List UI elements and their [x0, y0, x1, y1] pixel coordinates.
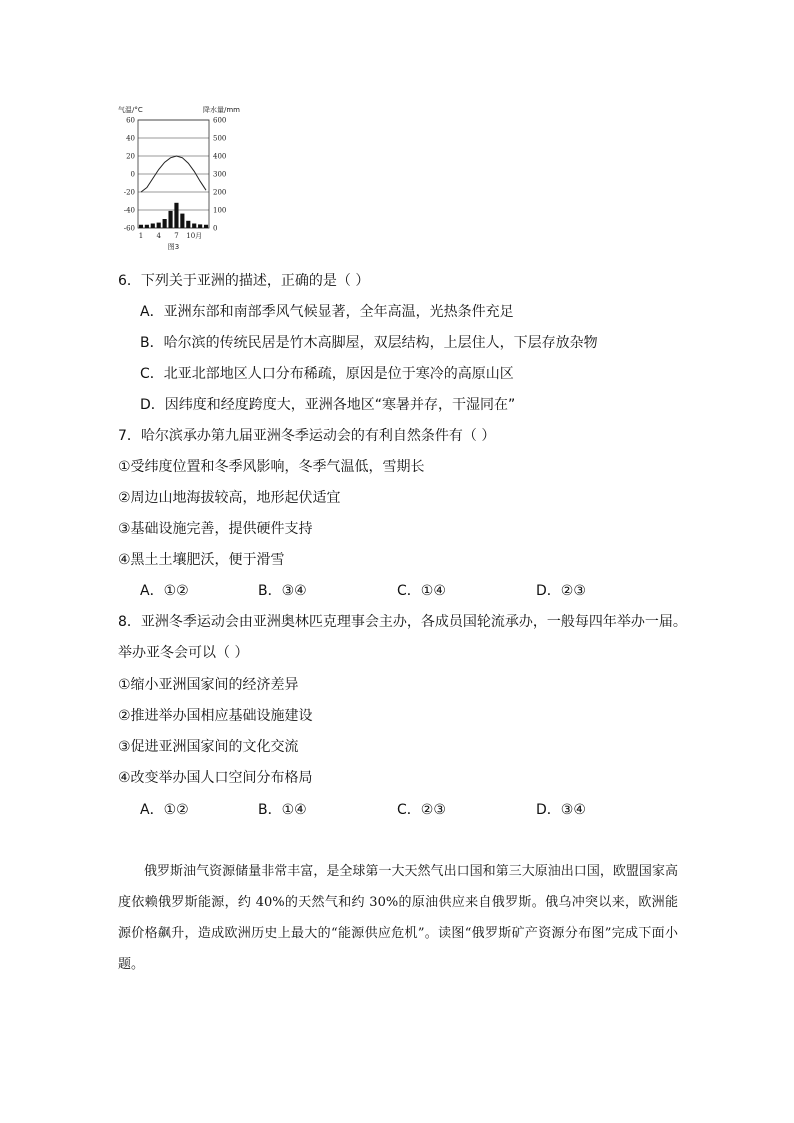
x-tick-label: 10月 [186, 232, 203, 240]
q6-option-c: C．北亚北部地区人口分布稀疏，原因是位于寒冷的高原山区 [140, 366, 514, 382]
q8-option-d: D．③④ [536, 802, 586, 818]
left-tick-label: -40 [123, 206, 135, 215]
precip-bar [151, 224, 155, 229]
left-axis-title: 气温/°C [118, 106, 143, 114]
q6-option-d: D．因纬度和经度跨度大，亚洲各地区“寒暑并存，干湿同在” [140, 397, 516, 413]
q8-option-b: B．①④ [258, 802, 307, 818]
left-tick-label: 0 [130, 170, 135, 179]
right-tick-label: 100 [213, 206, 227, 215]
precip-bar [139, 225, 143, 228]
precip-bar [163, 219, 167, 228]
precip-bar [168, 211, 172, 228]
q8-option-a: A．①② [140, 802, 189, 818]
q8-stem-line1: 8．亚洲冬季运动会由亚洲奥林匹克理事会主办，各成员国轮流承办，一般每四年举办一届。 [118, 614, 687, 630]
precip-bar [180, 214, 184, 228]
right-tick-label: 600 [213, 116, 227, 125]
q7-item-4: ④黑土土壤肥沃，便于滑雪 [118, 552, 285, 568]
precip-bar [204, 225, 208, 228]
precip-bar [157, 223, 161, 228]
q7-stem: 7．哈尔滨承办第九届亚洲冬季运动会的有利自然条件有（ ） [118, 428, 496, 444]
right-tick-label: 200 [213, 188, 227, 197]
reading-passage: 俄罗斯油气资源储量非常丰富，是全球第一大天然气出口国和第三大原油出口国，欧盟国家高度依赖俄罗斯能源，约 40%的天然气和约 30%的原油供应来自俄罗斯。俄乌冲突以来，欧洲能源价格飙升，造成欧洲历史上最大的“能源供应危机”。读图“俄罗斯矿产资源分布图”完成下面小题。 [118, 864, 678, 972]
q8-item-1: ①缩小亚洲国家间的经济差异 [118, 677, 299, 693]
q6-option-b: B．哈尔滨的传统民居是竹木高脚屋，双层结构，上层住人，下层存放杂物 [140, 335, 598, 351]
right-tick-label: 500 [213, 134, 227, 143]
q8-item-4: ④改变举办国人口空间分布格局 [118, 770, 313, 786]
x-tick-label: 1 [138, 232, 144, 240]
x-tick-label: 4 [156, 232, 161, 240]
left-tick-label: 60 [126, 116, 135, 125]
climate-chart-svg [112, 100, 252, 252]
precip-bar [198, 224, 202, 228]
right-tick-label: 0 [213, 224, 218, 233]
right-axis-title: 降水量/mm [203, 106, 240, 114]
precip-bar [174, 203, 178, 228]
q8-item-2: ②推进举办国相应基础设施建设 [118, 708, 313, 724]
q8-item-3: ③促进亚洲国家间的文化交流 [118, 739, 299, 755]
q7-option-b: B．③④ [258, 583, 307, 599]
q7-option-c: C．①④ [397, 583, 446, 599]
x-tick-label: 7 [174, 232, 179, 240]
q6-stem: 6．下列关于亚洲的描述，正确的是（ ） [118, 273, 370, 289]
q8-option-c: C．②③ [397, 802, 446, 818]
left-tick-label: 20 [126, 152, 135, 161]
q7-option-a: A．①② [140, 583, 189, 599]
climate-chart [112, 100, 252, 252]
q7-item-3: ③基础设施完善，提供硬件支持 [118, 521, 313, 537]
figure-caption: 图3 [167, 243, 180, 251]
left-tick-label: -20 [123, 188, 135, 197]
q8-stem-line2: 举办亚冬会可以（ ） [118, 645, 249, 661]
precip-bar [145, 225, 149, 228]
right-tick-label: 300 [213, 170, 227, 179]
right-tick-label: 400 [213, 152, 227, 161]
precip-bar [192, 224, 196, 229]
precip-bar [186, 221, 190, 228]
q6-option-a: A．亚洲东部和南部季风气候显著，全年高温，光热条件充足 [140, 304, 514, 320]
left-tick-label: 40 [126, 134, 135, 143]
q7-item-2: ②周边山地海拔较高，地形起伏适宜 [118, 490, 341, 506]
q7-option-d: D．②③ [536, 583, 586, 599]
left-tick-label: -60 [123, 224, 135, 233]
q7-item-1: ①受纬度位置和冬季风影响，冬季气温低，雪期长 [118, 459, 425, 475]
